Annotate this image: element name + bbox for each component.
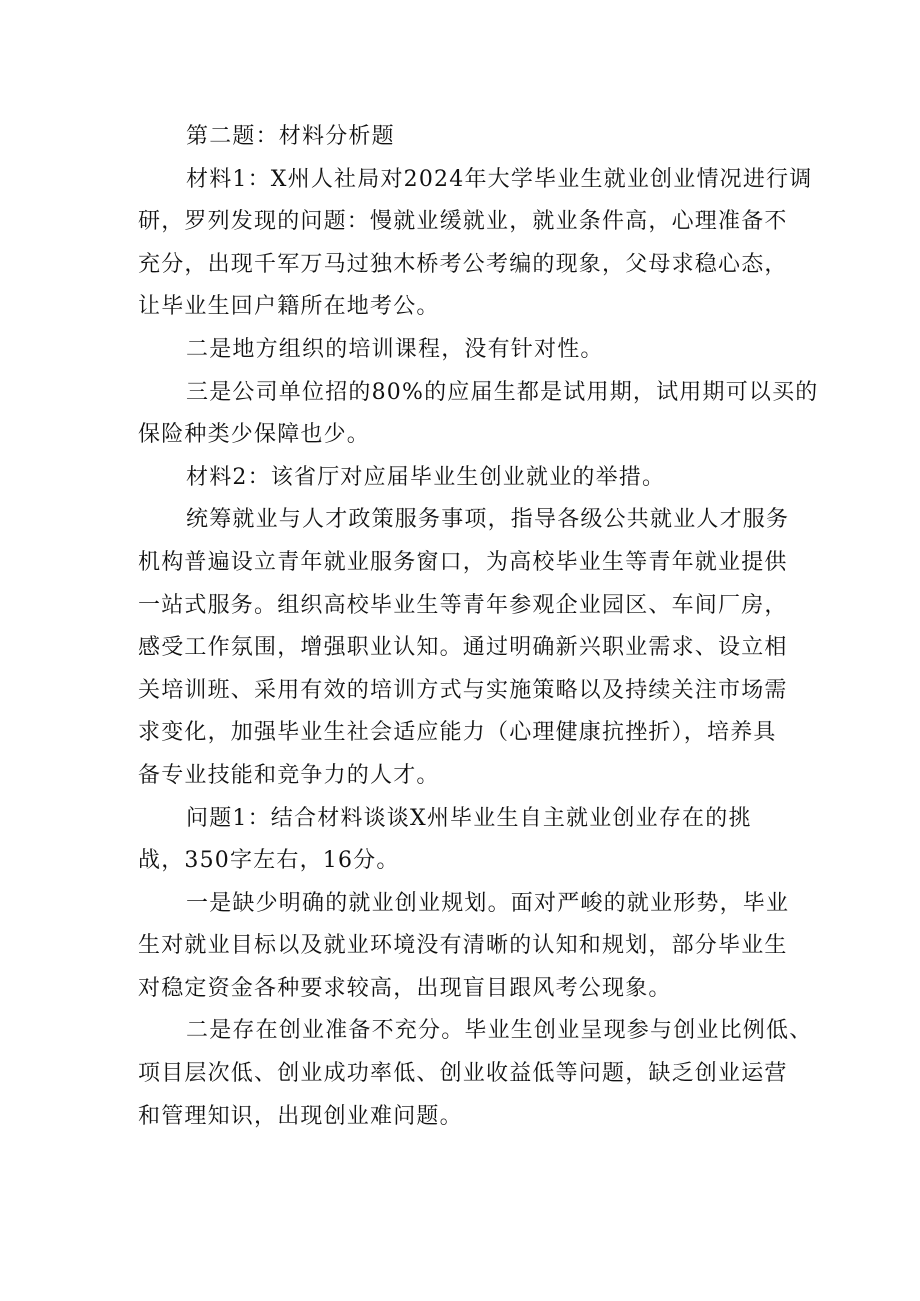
text-line: 一是缺少明确的就业创业规划。面对严峻的就业形势，毕业 — [186, 890, 790, 916]
text-line: 和管理知识，出现创业难问题。 — [138, 1103, 463, 1129]
answer-2-paragraph — [138, 1010, 813, 1138]
text-line: 二是存在创业准备不充分。毕业生创业呈现参与创业比例低、 — [186, 1018, 813, 1044]
text-line: 项目层次低、创业成功率低、创业收益低等问题，缺乏创业运营 — [138, 1061, 788, 1087]
question-1-paragraph — [138, 798, 798, 883]
text-line: 备专业技能和竞争力的人才。 — [138, 762, 440, 788]
text-line: 关培训班、采用有效的培训方式与实施策略以及持续关注市场需 — [138, 677, 788, 703]
text-line: 对稳定资金各种要求较高，出现盲目跟风考公现象。 — [138, 975, 672, 1001]
text-line: 求变化，加强毕业生社会适应能力（心理健康抗挫折），培养具 — [138, 720, 777, 746]
document-body — [138, 116, 819, 1138]
text-line: 问题1：结合材料谈谈X州毕业生自主就业创业存在的挑 — [186, 805, 752, 831]
text-line: 感受工作氛围，增强职业认知。通过明确新兴职业需求、设立相 — [138, 635, 788, 661]
text-line: 机构普遍设立青年就业服务窗口，为高校毕业生等青年就业提供 — [138, 549, 788, 575]
material-1-paragraph — [138, 159, 813, 329]
text-line: 材料2：该省厅对应届毕业生创业就业的举措。 — [186, 464, 666, 490]
text-line: 生对就业目标以及就业环境没有清晰的认知和规划，部分毕业生 — [138, 933, 788, 959]
text-line: 统筹就业与人才政策服务事项，指导各级公共就业人才服务 — [186, 507, 790, 533]
material-2-paragraph — [138, 457, 798, 500]
text-line: 二是地方组织的培训课程，没有针对性。 — [186, 336, 604, 362]
text-line: 一站式服务。组织高校毕业生等青年参观企业园区、车间厂房， — [138, 592, 788, 618]
point-3-paragraph — [138, 372, 819, 457]
text-line: 让毕业生回户籍所在地考公。 — [138, 294, 440, 320]
text-line: 材料1：X州人社局对2024年大学毕业生就业创业情况进行调 — [186, 166, 813, 192]
text-line: 三是公司单位招的80%的应届生都是试用期，试用期可以买的 — [186, 379, 819, 405]
point-2-paragraph — [138, 329, 798, 372]
text-line: 研，罗列发现的问题：慢就业缓就业，就业条件高，心理准备不 — [138, 209, 788, 235]
section-heading — [138, 116, 798, 159]
text-line: 充分，出现千军万马过独木桥考公考编的现象，父母求稳心态， — [138, 251, 788, 277]
text-line: 第二题：材料分析题 — [186, 124, 395, 149]
answer-1-paragraph — [138, 883, 798, 1011]
text-line: 战，350字左右，16分。 — [138, 848, 400, 874]
text-line: 保险种类少保障也少。 — [138, 422, 371, 448]
measures-paragraph — [138, 499, 798, 797]
